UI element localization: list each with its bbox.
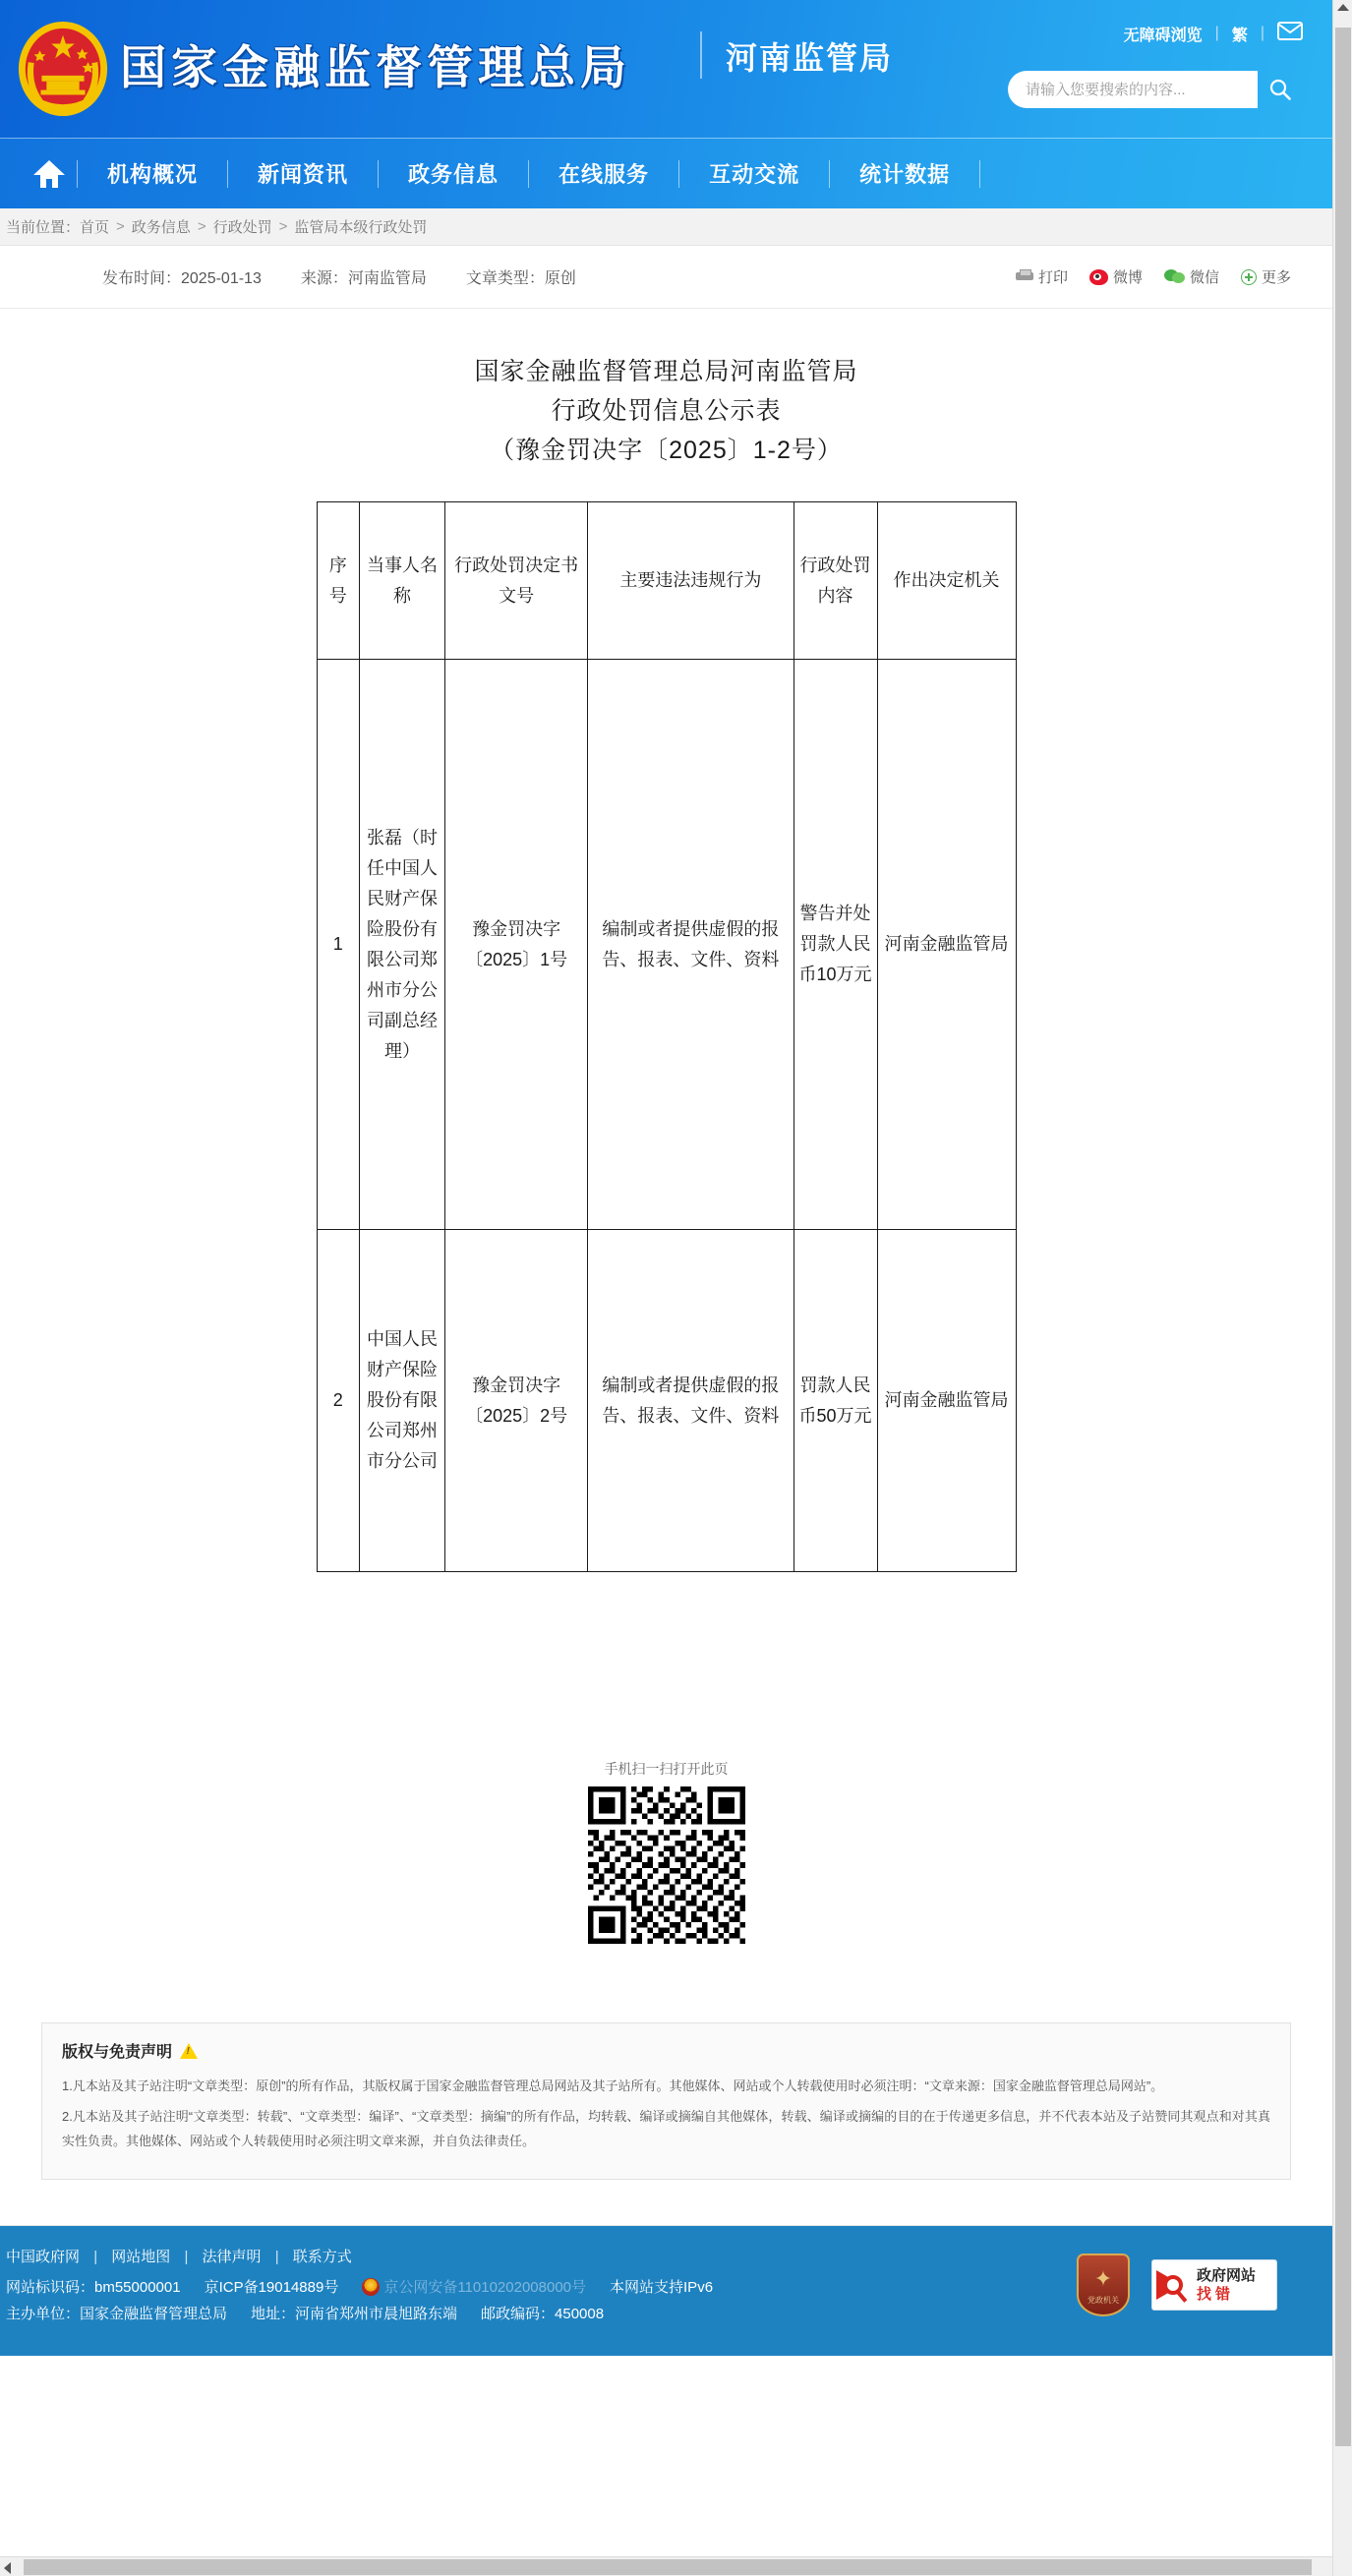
scroll-left-arrow-icon[interactable]	[4, 2562, 11, 2574]
error-report-line1: 政府网站	[1197, 2267, 1257, 2284]
footer-seals	[1077, 2254, 1277, 2316]
footer-link-separator: |	[184, 2249, 189, 2265]
footer-ipv6: 本网站支持IPv6	[610, 2279, 714, 2296]
vertical-scroll-thumb[interactable]	[1335, 28, 1351, 2446]
magnifier-icon	[1156, 2267, 1192, 2303]
error-report-text	[1197, 2266, 1256, 2304]
weibo-label: 微博	[1112, 269, 1143, 286]
seal-caption: 党政机关	[1087, 2296, 1119, 2305]
share-wechat-button[interactable]	[1164, 266, 1219, 287]
nav-item-online-service[interactable]: 在线服务	[558, 162, 650, 187]
national-emblem-icon	[15, 20, 111, 118]
table-row	[317, 660, 1016, 1230]
site-title: 国家金融监督管理总局	[120, 41, 631, 93]
police-badge-icon	[362, 2278, 380, 2296]
footer-link-separator: |	[274, 2249, 279, 2265]
nav-item-government-info[interactable]: 政务信息	[408, 162, 500, 187]
cell-violation: 编制或者提供虚假的报告、报表、文件、资料	[588, 660, 794, 1230]
footer-site-code: 网站标识码：bm55000001	[6, 2279, 181, 2296]
search-button[interactable]	[1258, 71, 1303, 108]
penalty-table-wrapper	[0, 501, 1332, 1572]
search-box[interactable]	[1008, 71, 1303, 108]
penalty-table-head	[317, 502, 1016, 660]
share-more-button[interactable]	[1241, 266, 1291, 287]
site-subtitle: 河南监管局	[726, 40, 894, 76]
cell-authority: 河南金融监管局	[877, 1230, 1016, 1572]
doc-title-line2: 行政处罚信息公示表	[551, 397, 782, 425]
gov-site-error-report-icon[interactable]	[1151, 2259, 1277, 2311]
col-header-violation: 主要违法违规行为	[588, 502, 794, 660]
breadcrumb-item-bureau-penalty[interactable]: 监管局本级行政处罚	[294, 219, 428, 236]
more-label: 更多	[1261, 269, 1291, 286]
article	[0, 246, 1332, 2226]
cell-party: 张磊（时任中国人民财产保险股份有限公司郑州市分公司副总经理）	[360, 660, 445, 1230]
article-type: 文章类型：原创	[465, 270, 576, 287]
article-source: 来源：河南监管局	[300, 270, 427, 287]
utility-separator-1: |	[1214, 25, 1219, 41]
col-header-penalty: 行政处罚内容	[794, 502, 877, 660]
footer-link-contact[interactable]: 联系方式	[292, 2249, 352, 2265]
penalty-table	[317, 501, 1017, 1572]
publish-time: 发布时间：2025-01-13	[102, 270, 262, 287]
breadcrumb-separator: >	[197, 218, 206, 235]
header-utility-bar	[1124, 22, 1303, 45]
vertical-scrollbar[interactable]	[1332, 0, 1352, 2576]
plus-circle-icon	[1241, 269, 1257, 285]
table-row	[317, 1230, 1016, 1572]
seal-mark: ✦	[1093, 2266, 1113, 2291]
nav-separator	[979, 160, 980, 188]
traditional-chinese-link[interactable]: 繁	[1231, 27, 1248, 44]
site-header	[0, 0, 1332, 138]
wechat-icon	[1164, 269, 1185, 284]
nav-item-institution[interactable]: 机构概况	[107, 162, 199, 187]
col-header-party: 当事人名称	[360, 502, 445, 660]
disclaimer-paragraph-1: 1.凡本站及其子站注明“文章类型：原创”的所有作品，其版权属于国家金融监督管理总局网站及其子站所有。其他媒体、网站或个人转载使用时必须注明：“文章来源：国家金融监督管理总局网站”。	[62, 2078, 1164, 2093]
cell-no: 1	[317, 660, 360, 1230]
cell-penalty: 罚款人民币50万元	[794, 1230, 877, 1572]
search-icon	[1268, 78, 1292, 101]
nav-item-news[interactable]: 新闻资讯	[258, 162, 349, 187]
mail-icon[interactable]	[1277, 22, 1303, 45]
cell-violation: 编制或者提供虚假的报告、报表、文件、资料	[588, 1230, 794, 1572]
footer-link-separator: |	[93, 2249, 98, 2265]
doc-title-line1: 国家金融监督管理总局河南监管局	[474, 358, 858, 385]
horizontal-scroll-thumb[interactable]	[24, 2559, 1312, 2575]
breadcrumb-item-government-info[interactable]: 政务信息	[131, 219, 191, 236]
doc-title-line3: （豫金罚决字〔2025〕1-2号）	[490, 437, 843, 464]
article-share-bar	[1016, 266, 1291, 287]
print-icon	[1016, 269, 1033, 284]
horizontal-scrollbar[interactable]	[0, 2556, 1332, 2576]
print-button[interactable]	[1016, 266, 1068, 287]
col-header-authority: 作出决定机关	[877, 502, 1016, 660]
nav-item-statistics[interactable]: 统计数据	[859, 162, 951, 187]
breadcrumb-item-penalty[interactable]: 行政处罚	[212, 219, 272, 236]
mail-icon-glyph	[1277, 22, 1303, 40]
header-divider	[700, 31, 702, 79]
col-header-no: 序号	[317, 502, 360, 660]
breadcrumb-prefix: 当前位置：	[6, 219, 81, 236]
footer-link-gov-cn[interactable]: 中国政府网	[6, 2249, 81, 2265]
footer-police-beian-link[interactable]: 京公网安备11010202008000号	[383, 2279, 587, 2296]
cell-doc-no: 豫金罚决字〔2025〕2号	[445, 1230, 588, 1572]
nav-item-interaction[interactable]: 互动交流	[709, 162, 800, 187]
breadcrumb-separator: >	[278, 218, 288, 235]
disclaimer-paragraph-2: 2.凡本站及其子站注明“文章类型：转载”、“文章类型：编译”、“文章类型：摘编”的所有作品，均转载、编译或摘编自其他媒体，转载、编译或摘编的目的在于传递更多信息，并不代表本站及子站赞同其观点和对其真实性负责。其他媒体、网站或个人转载使用时必须注明文章来源，并自负法律责任。	[62, 2109, 1270, 2148]
footer-icp-link[interactable]: 京ICP备19014889号	[204, 2279, 339, 2296]
footer-postcode: 邮政编码：450008	[481, 2306, 605, 2322]
footer-host: 主办单位：国家金融监督管理总局	[6, 2306, 228, 2322]
copyright-disclaimer	[41, 2022, 1291, 2180]
footer-link-legal[interactable]: 法律声明	[202, 2249, 262, 2265]
cell-no: 2	[317, 1230, 360, 1572]
scroll-up-arrow-icon[interactable]	[1337, 4, 1349, 11]
cell-penalty: 警告并处罚款人民币10万元	[794, 660, 877, 1230]
col-header-doc-no: 行政处罚决定书文号	[445, 502, 588, 660]
disclaimer-title-row	[62, 2039, 1270, 2062]
qr-label: 手机扫一扫打开此页	[604, 1761, 729, 1777]
nav-home-link[interactable]	[22, 158, 77, 190]
article-meta-left	[102, 265, 576, 288]
share-weibo-button[interactable]	[1089, 266, 1143, 287]
party-government-seal-icon[interactable]	[1077, 2254, 1130, 2316]
table-header-row	[317, 502, 1016, 660]
cell-party: 中国人民财产保险股份有限公司郑州市分公司	[360, 1230, 445, 1572]
site-footer	[0, 2226, 1332, 2356]
penalty-table-body	[317, 660, 1016, 1572]
footer-address: 地址：河南省郑州市晨旭路东端	[251, 2306, 458, 2322]
warning-icon	[180, 2043, 198, 2059]
cell-doc-no: 豫金罚决字〔2025〕1号	[445, 660, 588, 1230]
qr-section	[0, 1759, 1332, 1949]
print-label: 打印	[1037, 269, 1068, 286]
qr-code-icon	[588, 1786, 745, 1944]
accessibility-link[interactable]: 无障碍浏览	[1123, 27, 1203, 44]
disclaimer-title: 版权与免责声明	[62, 2044, 173, 2061]
article-meta	[0, 246, 1332, 309]
main-navigation	[0, 138, 1332, 208]
search-input[interactable]	[1008, 71, 1258, 108]
home-icon	[32, 158, 66, 190]
cell-authority: 河南金融监管局	[877, 660, 1016, 1230]
utility-separator-2: |	[1260, 25, 1264, 41]
error-report-line2: 找错	[1197, 2286, 1235, 2303]
weibo-icon	[1089, 269, 1108, 285]
breadcrumb	[0, 208, 1332, 246]
page-title	[0, 352, 1332, 470]
breadcrumb-item-home[interactable]: 首页	[80, 219, 110, 236]
wechat-label: 微信	[1189, 269, 1219, 286]
footer-link-sitemap[interactable]: 网站地图	[111, 2249, 171, 2265]
breadcrumb-separator: >	[116, 218, 125, 235]
